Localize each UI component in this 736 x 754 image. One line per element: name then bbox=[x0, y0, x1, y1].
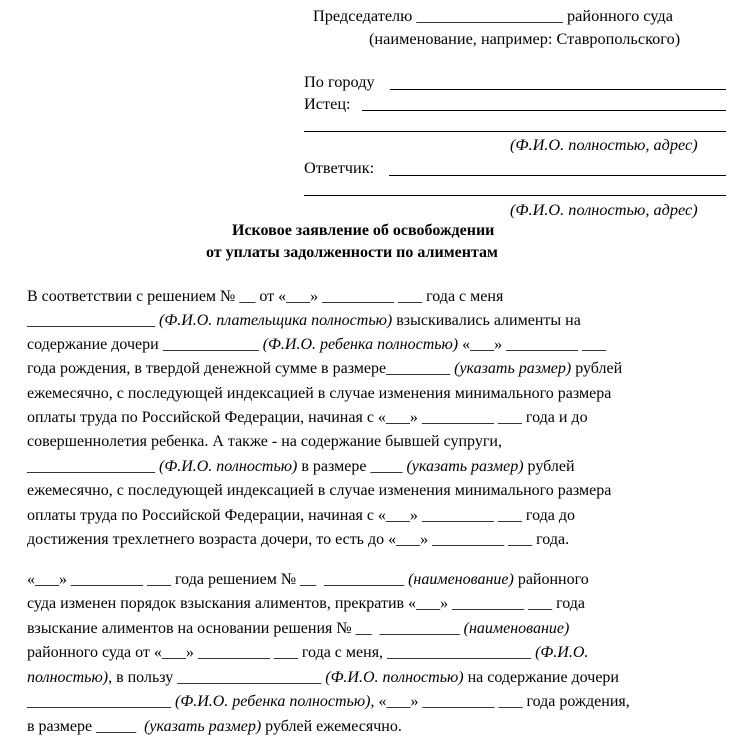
header-addressee: Председателю __________________ районного суда bbox=[313, 6, 673, 25]
header-court-hint: (наименование, например: Ставропольского) bbox=[369, 29, 681, 48]
p1-line-7: совершеннолетия ребенка. А также - на содержание бывшей супруги, bbox=[27, 433, 502, 450]
p2-line-2: суда изменен порядок взыскания алиментов, прекратив «___» _________ ___ года bbox=[27, 595, 586, 612]
doc-title-line-2: от уплаты задолженности по алиментам bbox=[206, 244, 498, 261]
p1-line-9: ежемесячно, с последующей индексацией в случае изменения минимального размера bbox=[27, 482, 612, 499]
p1-line-4: года рождения, в твердой денежной сумме в размере________ (указать размер) рублей bbox=[27, 360, 623, 377]
p1-line-1: В соответствии с решением № __ от «___» _________ ___ года с меня bbox=[27, 288, 504, 305]
p1-line-8: ________________ (Ф.И.О. полностью) в размере ____ (указать размер) рублей bbox=[27, 458, 575, 475]
p1-line-5: ежемесячно, с последующей индексацией в случае изменения минимального размера bbox=[27, 385, 612, 402]
p1-line-6: оплаты труда по Российской Федерации, начиная с «___» _________ ___ года и до bbox=[27, 409, 588, 426]
p2-line-4: районного суда от «___» _________ ___ года с меня, __________________ (Ф.И.О. bbox=[27, 644, 589, 661]
p2-line-5: полностью), в пользу __________________ (Ф.И.О. полностью) на содержание дочери bbox=[27, 669, 619, 686]
doc-title-line-1: Исковое заявление об освобождении bbox=[232, 222, 495, 239]
p2-line-7: в размере _____ (указать размер) рублей ежемесячно. bbox=[27, 718, 402, 735]
header-plaintiff-label: Истец: bbox=[304, 94, 351, 113]
city-blank-line bbox=[390, 89, 726, 90]
defendant-blank-line bbox=[389, 175, 726, 176]
p1-line-2: ________________ (Ф.И.О. плательщика полностью) взыскивались алименты на bbox=[27, 312, 581, 329]
plaintiff-blank-line-2 bbox=[304, 131, 726, 132]
defendant-note: (Ф.И.О. полностью, адрес) bbox=[510, 200, 698, 219]
header-city-label: По городу bbox=[304, 72, 375, 91]
p2-line-3: взыскание алиментов на основании решения № __ __________ (наименование) bbox=[27, 620, 570, 637]
p1-line-10: оплаты труда по Российской Федерации, начиная с «___» _________ ___ года до bbox=[27, 507, 576, 524]
plaintiff-note: (Ф.И.О. полностью, адрес) bbox=[510, 135, 698, 154]
p2-line-1: «___» _________ ___ года решением № __ __________ (наименование) районного bbox=[27, 571, 589, 588]
p2-line-6: __________________ (Ф.И.О. ребенка полностью), «___» _________ ___ года рождения, bbox=[27, 693, 630, 710]
defendant-blank-line-2 bbox=[304, 195, 726, 196]
p1-line-3: содержание дочери ____________ (Ф.И.О. ребенка полностью) «___» _________ ___ bbox=[27, 336, 607, 353]
p1-line-11: достижения трехлетнего возраста дочери, то есть до «___» _________ ___ года. bbox=[27, 531, 570, 548]
plaintiff-blank-line bbox=[362, 110, 726, 111]
header-defendant-label: Ответчик: bbox=[304, 158, 375, 177]
